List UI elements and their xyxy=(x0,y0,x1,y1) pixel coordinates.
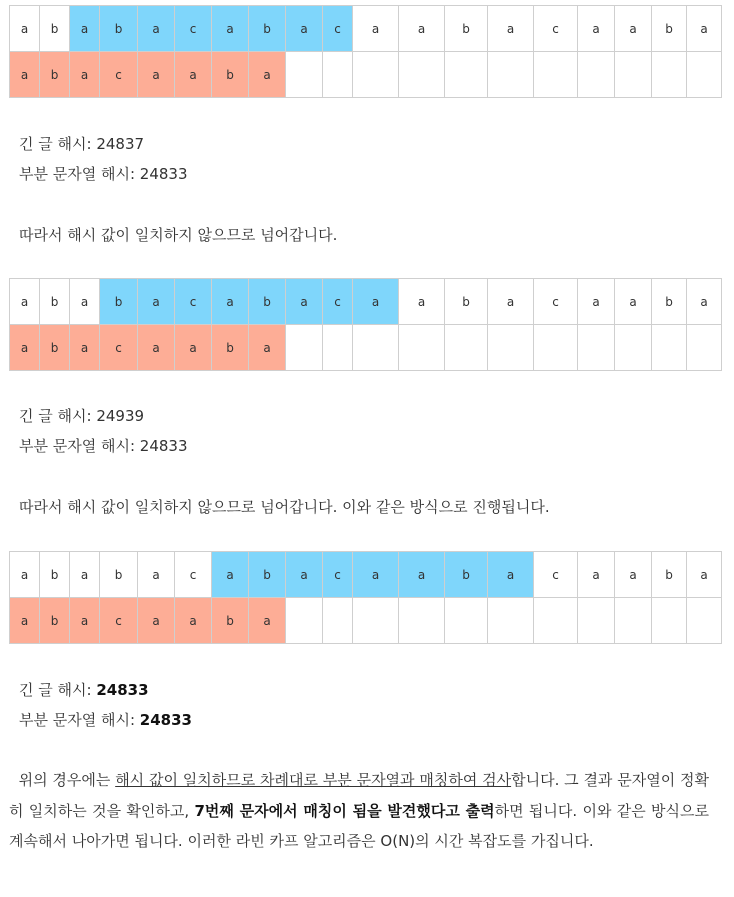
empty-cell xyxy=(445,325,488,371)
step3-text-hash xyxy=(19,679,149,700)
text-cell: a xyxy=(488,6,534,52)
text-cell: a xyxy=(286,552,323,598)
text-cell: b xyxy=(445,279,488,325)
empty-cell xyxy=(488,325,534,371)
text-cell: b xyxy=(652,279,687,325)
pattern-cell: a xyxy=(249,52,286,98)
text-cell: b xyxy=(100,552,138,598)
pattern-cell: c xyxy=(100,325,138,371)
pattern-cell: b xyxy=(212,52,249,98)
step1-pattern-hash-value: 24833 xyxy=(139,165,188,183)
step3-text-hash-value: 24833 xyxy=(96,681,149,699)
text-cell: a xyxy=(399,279,445,325)
empty-cell xyxy=(323,598,353,644)
step1-pattern-hash-label: 부분 문자열 해시: xyxy=(19,165,140,183)
pattern-cell: a xyxy=(138,325,175,371)
text-cell: c xyxy=(534,6,578,52)
text-cell: a xyxy=(488,279,534,325)
pattern-cell: a xyxy=(10,325,40,371)
empty-cell xyxy=(652,325,687,371)
empty-cell xyxy=(534,325,578,371)
empty-cell xyxy=(399,325,445,371)
text-cell: a xyxy=(615,552,652,598)
conclusion-text-1: 위의 경우에는 xyxy=(18,771,116,789)
pattern-row xyxy=(10,598,722,644)
empty-cell xyxy=(615,598,652,644)
text-cell: a xyxy=(353,6,399,52)
pattern-cell: a xyxy=(138,52,175,98)
step2-pattern-hash xyxy=(19,435,188,456)
text-cell: c xyxy=(175,552,212,598)
step2-note: 따라서 해시 값이 일치하지 않으므로 넘어갑니다. 이와 같은 방식으로 진행됩니다. xyxy=(19,498,550,516)
step2-string-grid xyxy=(9,278,722,371)
conclusion-text-3: 하면 됩니다. 이와 같은 방식으로 계속해서 나아가면 됩니다. 이러한 라빈 카프 알고리즘은 O(N)의 시간 복잡도를 가집니다. xyxy=(9,801,710,850)
text-cell: a xyxy=(286,279,323,325)
empty-cell xyxy=(534,52,578,98)
step2-text-hash-value: 24939 xyxy=(96,407,145,425)
text-cell: a xyxy=(138,279,175,325)
text-cell: b xyxy=(100,279,138,325)
text-cell: a xyxy=(353,552,399,598)
pattern-cell: b xyxy=(40,598,70,644)
pattern-cell: a xyxy=(10,52,40,98)
empty-cell xyxy=(578,52,615,98)
pattern-cell: b xyxy=(40,325,70,371)
step2-text-hash-label: 긴 글 해시: xyxy=(19,407,97,425)
text-cell: a xyxy=(615,279,652,325)
step3-pattern-hash xyxy=(19,709,192,730)
text-cell: c xyxy=(175,6,212,52)
text-cell: a xyxy=(10,6,40,52)
empty-cell xyxy=(488,598,534,644)
conclusion-paragraph xyxy=(9,765,709,857)
empty-cell xyxy=(353,52,399,98)
text-cell: b xyxy=(652,6,687,52)
empty-cell xyxy=(652,52,687,98)
text-cell: a xyxy=(138,6,175,52)
step3-text-hash-label: 긴 글 해시: xyxy=(19,681,97,699)
text-cell: b xyxy=(652,552,687,598)
conclusion-underlined: 해시 값이 일치하므로 차례대로 부분 문자열과 매칭하여 검사 xyxy=(115,771,512,789)
text-cell: a xyxy=(70,552,100,598)
empty-cell xyxy=(687,325,722,371)
empty-cell xyxy=(615,52,652,98)
text-cell: b xyxy=(40,279,70,325)
pattern-cell: b xyxy=(212,325,249,371)
empty-cell xyxy=(534,598,578,644)
empty-cell xyxy=(652,598,687,644)
text-cell: b xyxy=(40,6,70,52)
empty-cell xyxy=(445,52,488,98)
text-cell: a xyxy=(687,552,722,598)
empty-cell xyxy=(578,598,615,644)
empty-cell xyxy=(578,325,615,371)
text-cell: a xyxy=(488,552,534,598)
text-cell: a xyxy=(212,279,249,325)
step2-pattern-hash-value: 24833 xyxy=(139,437,188,455)
pattern-cell: a xyxy=(175,325,212,371)
text-cell: a xyxy=(286,6,323,52)
empty-cell xyxy=(323,52,353,98)
pattern-cell: a xyxy=(70,52,100,98)
empty-cell xyxy=(286,52,323,98)
pattern-cell: c xyxy=(100,52,138,98)
pattern-cell: c xyxy=(100,598,138,644)
conclusion-text-2: 합니다. 그 결과 문자열이 정확히 일치하는 것을 확인하고, xyxy=(9,771,709,820)
pattern-cell: a xyxy=(249,598,286,644)
text-cell: a xyxy=(70,6,100,52)
empty-cell xyxy=(399,52,445,98)
text-cell: a xyxy=(353,279,399,325)
pattern-cell: a xyxy=(70,325,100,371)
text-cell: b xyxy=(40,552,70,598)
conclusion-bold: 7번째 문자에서 매칭이 됨을 발견했다고 출력 xyxy=(194,801,495,820)
text-cell: b xyxy=(249,279,286,325)
text-cell: a xyxy=(10,279,40,325)
text-cell: c xyxy=(323,552,353,598)
text-cell: c xyxy=(534,552,578,598)
text-cell: a xyxy=(138,552,175,598)
text-cell: c xyxy=(175,279,212,325)
empty-cell xyxy=(286,325,323,371)
step2-text-hash xyxy=(19,405,144,426)
text-cell: c xyxy=(323,6,353,52)
empty-cell xyxy=(488,52,534,98)
empty-cell xyxy=(323,325,353,371)
empty-cell xyxy=(445,598,488,644)
text-cell: a xyxy=(615,6,652,52)
pattern-row xyxy=(10,325,722,371)
text-cell: c xyxy=(534,279,578,325)
text-cell: a xyxy=(578,279,615,325)
empty-cell xyxy=(286,598,323,644)
pattern-row xyxy=(10,52,722,98)
text-cell: a xyxy=(399,552,445,598)
text-cell: c xyxy=(323,279,353,325)
pattern-cell: b xyxy=(40,52,70,98)
step3-pattern-hash-label: 부분 문자열 해시: xyxy=(19,711,140,729)
empty-cell xyxy=(687,598,722,644)
text-cell: b xyxy=(249,552,286,598)
text-row xyxy=(10,552,722,598)
pattern-cell: a xyxy=(249,325,286,371)
empty-cell xyxy=(687,52,722,98)
step1-text-hash-label: 긴 글 해시: xyxy=(19,135,97,153)
pattern-cell: a xyxy=(138,598,175,644)
empty-cell xyxy=(615,325,652,371)
text-cell: a xyxy=(70,279,100,325)
step1-pattern-hash xyxy=(19,163,188,184)
text-cell: b xyxy=(100,6,138,52)
pattern-cell: a xyxy=(175,598,212,644)
text-cell: a xyxy=(212,6,249,52)
step3-pattern-hash-value: 24833 xyxy=(139,711,192,729)
pattern-cell: a xyxy=(175,52,212,98)
text-row xyxy=(10,279,722,325)
text-cell: b xyxy=(249,6,286,52)
text-cell: a xyxy=(578,552,615,598)
text-cell: b xyxy=(445,552,488,598)
pattern-cell: a xyxy=(70,598,100,644)
text-cell: a xyxy=(687,279,722,325)
empty-cell xyxy=(353,325,399,371)
step2-pattern-hash-label: 부분 문자열 해시: xyxy=(19,437,140,455)
pattern-cell: b xyxy=(212,598,249,644)
text-cell: a xyxy=(687,6,722,52)
text-row xyxy=(10,6,722,52)
step1-string-grid xyxy=(9,5,722,98)
empty-cell xyxy=(353,598,399,644)
step1-text-hash xyxy=(19,133,144,154)
step3-string-grid xyxy=(9,551,722,644)
text-cell: a xyxy=(212,552,249,598)
empty-cell xyxy=(399,598,445,644)
pattern-cell: a xyxy=(10,598,40,644)
step1-text-hash-value: 24837 xyxy=(96,135,145,153)
text-cell: a xyxy=(10,552,40,598)
step1-note: 따라서 해시 값이 일치하지 않으므로 넘어갑니다. xyxy=(19,226,338,244)
text-cell: b xyxy=(445,6,488,52)
text-cell: a xyxy=(578,6,615,52)
text-cell: a xyxy=(399,6,445,52)
